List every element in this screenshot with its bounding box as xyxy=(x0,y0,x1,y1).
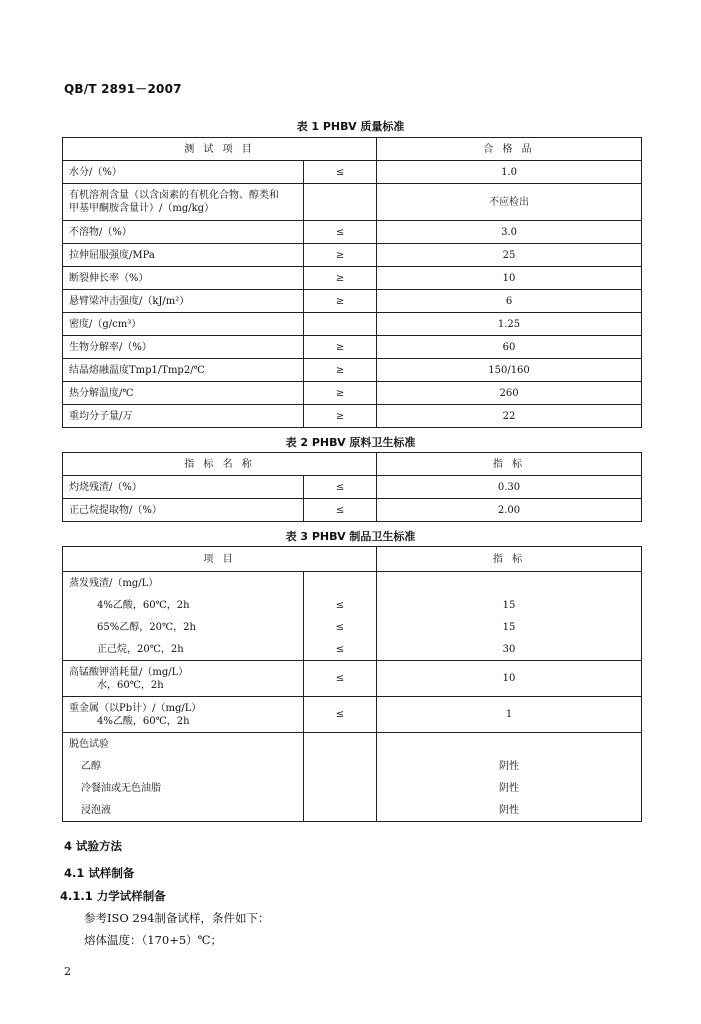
row-value: 阴性 xyxy=(377,755,642,777)
table-row xyxy=(63,661,642,697)
row-value: 30 xyxy=(377,638,642,661)
row-symbol xyxy=(304,184,377,221)
table-row xyxy=(63,336,642,359)
row-symbol xyxy=(304,777,377,799)
table-row xyxy=(63,161,642,184)
row-label: 正己烷提取物/（%） xyxy=(63,499,304,522)
row-label: 热分解温度/℃ xyxy=(63,382,304,405)
table-row xyxy=(63,594,642,616)
paragraph-1: 参考ISO 294制备试样，条件如下： xyxy=(84,911,270,925)
table-row xyxy=(63,638,642,661)
row-label: 不溶物/（%） xyxy=(63,221,304,244)
row-value: 10 xyxy=(377,267,642,290)
group-title: 蒸发残渣/（mg/L） xyxy=(63,572,304,595)
table-row xyxy=(63,244,642,267)
section-4-heading: 4 试验方法 xyxy=(64,839,123,853)
table-row xyxy=(63,382,642,405)
table3-caption: 表 3 PHBV 制品卫生标准 xyxy=(285,530,416,543)
row-symbol: ≥ xyxy=(304,290,377,313)
row-value: 1.25 xyxy=(377,313,642,336)
table-row xyxy=(63,755,642,777)
row-label xyxy=(63,184,304,221)
paragraph-2: 熔体温度：（170+5）℃； xyxy=(84,933,223,947)
row-symbol: ≥ xyxy=(304,267,377,290)
row-symbol: ≤ xyxy=(304,221,377,244)
row-symbol: ≤ xyxy=(304,616,377,638)
row-label: 重均分子量/万 xyxy=(63,405,304,428)
row-label: 结晶熔融温度Tmp1/Tmp2/℃ xyxy=(63,359,304,382)
table3-header-row xyxy=(63,547,642,572)
row-value xyxy=(377,572,642,595)
row-label: 悬臂梁冲击强度/（kJ/m²） xyxy=(63,290,304,313)
row-value: 阴性 xyxy=(377,777,642,799)
table-row xyxy=(63,221,642,244)
row-symbol: ≤ xyxy=(304,499,377,522)
row-symbol: ≤ xyxy=(304,161,377,184)
table1-col-value: 合 格 品 xyxy=(377,138,642,161)
table-row xyxy=(63,184,642,221)
row-symbol xyxy=(304,313,377,336)
table-row xyxy=(63,267,642,290)
table1 xyxy=(62,137,642,428)
table-row xyxy=(63,405,642,428)
row-value: 15 xyxy=(377,616,642,638)
row-value xyxy=(377,733,642,756)
row-label-line1: 有机溶剂含量（以含卤素的有机化合物、醇类和 xyxy=(69,190,279,201)
table-row xyxy=(63,616,642,638)
row-label: 断裂伸长率（%） xyxy=(63,267,304,290)
table-row xyxy=(63,476,642,499)
row-value: 1.0 xyxy=(377,161,642,184)
row-label-line2: 4%乙酸，60℃，2h xyxy=(97,715,190,727)
table-row xyxy=(63,572,642,595)
table3-col-item: 项 目 xyxy=(63,547,377,572)
table-row xyxy=(63,499,642,522)
row-label: 灼烧残渣/（%） xyxy=(63,476,304,499)
row-label-line2: 水，60℃，2h xyxy=(97,679,164,691)
row-label-line1: 高锰酸钾消耗量/（mg/L） xyxy=(69,666,189,678)
table1-header-row xyxy=(63,138,642,161)
row-value: 15 xyxy=(377,594,642,616)
row-value: 150/160 xyxy=(377,359,642,382)
row-value: 10 xyxy=(377,661,642,697)
table-row xyxy=(63,733,642,756)
table2-header-row xyxy=(63,453,642,476)
row-symbol: ≤ xyxy=(304,638,377,661)
table2-col-value: 指 标 xyxy=(377,453,642,476)
row-value: 60 xyxy=(377,336,642,359)
table-row xyxy=(63,697,642,733)
row-label: 生物分解率/（%） xyxy=(63,336,304,359)
group-title: 脱色试验 xyxy=(63,733,304,756)
row-label-line2: 甲基甲酮胺含量计）/（mg/kg） xyxy=(69,203,215,214)
row-value: 22 xyxy=(377,405,642,428)
row-symbol: ≤ xyxy=(304,594,377,616)
table-row xyxy=(63,359,642,382)
table2-col-item: 指 标 名 称 xyxy=(63,453,377,476)
row-value: 阴性 xyxy=(377,799,642,822)
row-label: 乙醇 xyxy=(63,755,304,777)
page-number: 2 xyxy=(64,965,71,978)
row-label: 密度/（g/cm³） xyxy=(63,313,304,336)
table1-col-item: 测 试 项 目 xyxy=(63,138,377,161)
section-4-1-1-heading: 4.1.1 力学试样制备 xyxy=(60,889,166,903)
row-label-line1: 重金属（以Pb计）/（mg/L） xyxy=(69,702,202,714)
row-symbol xyxy=(304,799,377,822)
row-label: 水分/（%） xyxy=(63,161,304,184)
row-symbol: ≥ xyxy=(304,382,377,405)
table-row xyxy=(63,290,642,313)
row-symbol: ≤ xyxy=(304,697,377,733)
row-label: 正己烷，20℃，2h xyxy=(63,638,304,661)
table2 xyxy=(62,452,642,522)
row-value: 260 xyxy=(377,382,642,405)
table1-caption: 表 1 PHBV 质量标准 xyxy=(296,120,405,133)
row-value: 1 xyxy=(377,697,642,733)
table3-col-value: 指 标 xyxy=(377,547,642,572)
row-label xyxy=(63,661,304,697)
row-symbol xyxy=(304,755,377,777)
row-value: 25 xyxy=(377,244,642,267)
row-value: 不应检出 xyxy=(377,184,642,221)
row-symbol xyxy=(304,572,377,595)
table3 xyxy=(62,546,642,822)
row-symbol: ≤ xyxy=(304,476,377,499)
row-label xyxy=(63,697,304,733)
row-value: 6 xyxy=(377,290,642,313)
row-symbol: ≥ xyxy=(304,336,377,359)
table-row xyxy=(63,799,642,822)
row-symbol: ≥ xyxy=(304,359,377,382)
row-symbol: ≥ xyxy=(304,244,377,267)
table-row xyxy=(63,313,642,336)
row-value: 2.00 xyxy=(377,499,642,522)
row-symbol: ≤ xyxy=(304,661,377,697)
row-value: 3.0 xyxy=(377,221,642,244)
section-4-1-heading: 4.1 试样制备 xyxy=(64,866,135,880)
row-value: 0.30 xyxy=(377,476,642,499)
row-symbol: ≥ xyxy=(304,405,377,428)
row-symbol xyxy=(304,733,377,756)
standard-number: QB/T 2891－2007 xyxy=(64,82,182,96)
row-label: 4%乙酸，60℃，2h xyxy=(63,594,304,616)
row-label: 65%乙醇，20℃，2h xyxy=(63,616,304,638)
row-label: 拉伸屈服强度/MPa xyxy=(63,244,304,267)
table2-caption: 表 2 PHBV 原料卫生标准 xyxy=(285,436,416,449)
table-row xyxy=(63,777,642,799)
row-label: 冷餐油或无色油脂 xyxy=(63,777,304,799)
row-label: 浸泡液 xyxy=(63,799,304,822)
